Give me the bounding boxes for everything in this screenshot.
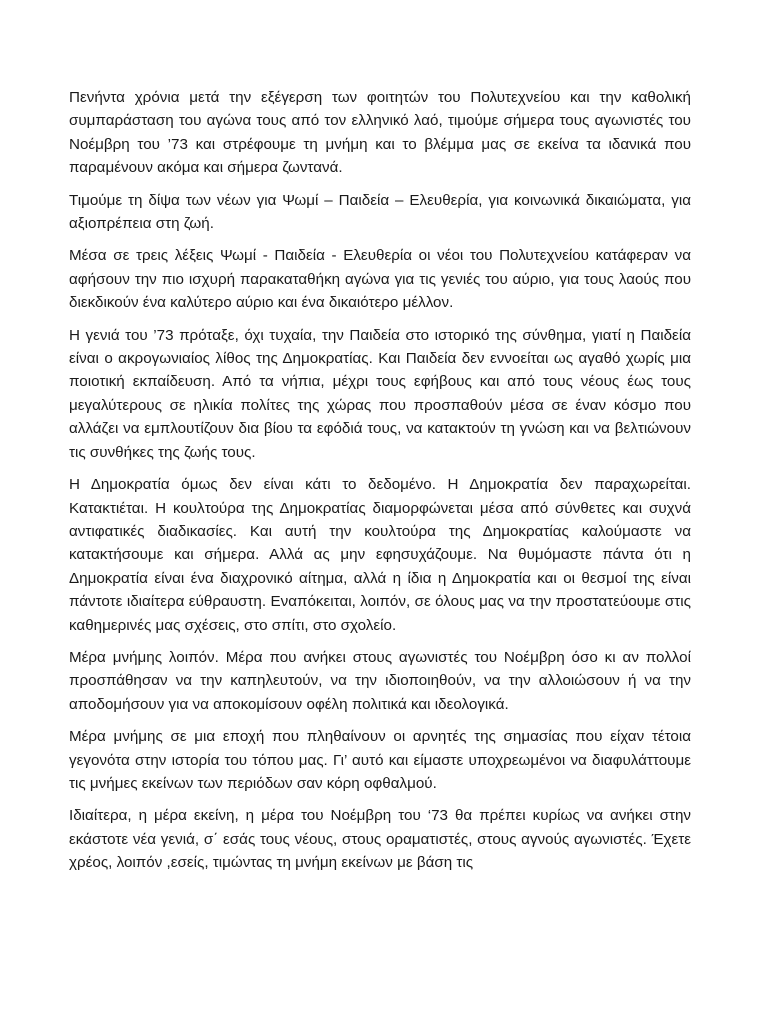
paragraph-2: Τιμούμε τη δίψα των νέων για Ψωμί – Παιδεία – Ελευθερία, για κοινωνικά δικαιώματα, για αξιοπρέπεια στη ζωή.	[69, 191, 691, 233]
paragraph-1: Πενήντα χρόνια μετά την εξέγερση των φοιτητών του Πολυτεχνείου και την καθολική συμπαράσταση του αγώνα τους από τον ελληνικό λαό, τιμούμε σήμερα τους αγωνιστές του Νοέμβρη του ’73 και στρέφουμε τη μνήμη και το βλέμμα μας σε εκείνα τα ιδανικά που παραμένουν ακόμα και σήμερα ζωντανά.	[69, 89, 691, 177]
paragraph-5: Η Δημοκρατία όμως δεν είναι κάτι το δεδομένο. Η Δημοκρατία δεν παραχωρείται. Κατακτιέται. Η κουλτούρα της Δημοκρατίας διαμορφώνεται μέσα από σύνθετες και συχνά αντιφατικές διαδικασίες. Και αυτή την κουλτούρα της Δημοκρατίας καλούμαστε να κατακτήσουμε και σήμερα. Αλλά ας μην εφησυχάζουμε. Να θυμόμαστε πάντα ότι η Δημοκρατία είναι ένα διαχρονικό αίτημα, αλλά η ίδια η Δημοκρατία και οι θεσμοί της είναι πάντοτε ιδιαίτερα εύθραυστη. Εναπόκειται, λοιπόν, σε όλους μας να την προστατεύουμε στις καθημερινές μας σχέσεις, στο σπίτι, στο σχολείο.	[69, 476, 691, 634]
paragraph-7: Μέρα μνήμης σε μια εποχή που πληθαίνουν οι αρνητές της σημασίας που είχαν τέτοια γεγονότα στην ιστορία του τόπου μας. Γι’ αυτό και είμαστε υποχρεωμένοι να διαφυλάττουμε τις μνήμες εκείνων των περιόδων σαν κόρη οφθαλμού.	[69, 728, 691, 792]
paragraph-4: Η γενιά του ’73 πρόταξε, όχι τυχαία, την Παιδεία στο ιστορικό της σύνθημα, γιατί η Παιδεία είναι ο ακρογωνιαίος λίθος της Δημοκρατίας. Και Παιδεία δεν εννοείται ως αγαθό χωρίς μια ποιοτική εκπαίδευση. Από τα νήπια, μέχρι τους εφήβους και από τους νέους έως τους μεγαλύτερους σε ηλικία πολίτες της χώρας που προσπαθούν μέσα σε έναν κόσμο που αλλάζει να εμπλουτίζουν δια βίου τα εφόδιά τους, να κατακτούν τη γνώση και να βελτιώνουν τις συνθήκες της ζωής τους.	[69, 326, 691, 461]
paragraph-8: Ιδιαίτερα, η μέρα εκείνη, η μέρα του Νοέμβρη του ‘73 θα πρέπει κυρίως να ανήκει στην εκάστοτε νέα γενιά, σ΄ εσάς τους νέους, στους οραματιστές, στους αγνούς αγωνιστές. Έχετε χρέος, λοιπόν ,εσείς, τιμώντας τη μνήμη εκείνων με βάση τις	[69, 807, 691, 872]
paragraph-6: Μέρα μνήμης λοιπόν. Μέρα που ανήκει στους αγωνιστές του Νοέμβρη όσο κι αν πολλοί προσπάθησαν να την καπηλευτούν, να την ιδιοποιηθούν, να την αλλοιώσουν ή να την αποδομήσουν για να αποκομίσουν οφέλη πολιτικά και ιδεολογικά.	[69, 648, 691, 713]
body-text	[69, 86, 691, 884]
paragraph-3: Μέσα σε τρεις λέξεις Ψωμί - Παιδεία - Ελευθερία οι νέοι του Πολυτεχνείου κατάφεραν να αφήσουν την πιο ισχυρή παρακαταθήκη αγώνα για τις γενιές του αύριο, για τους λαούς που διεκδικούν ένα καλύτερο αύριο και ένα δικαιότερο μέλλον.	[69, 247, 691, 312]
